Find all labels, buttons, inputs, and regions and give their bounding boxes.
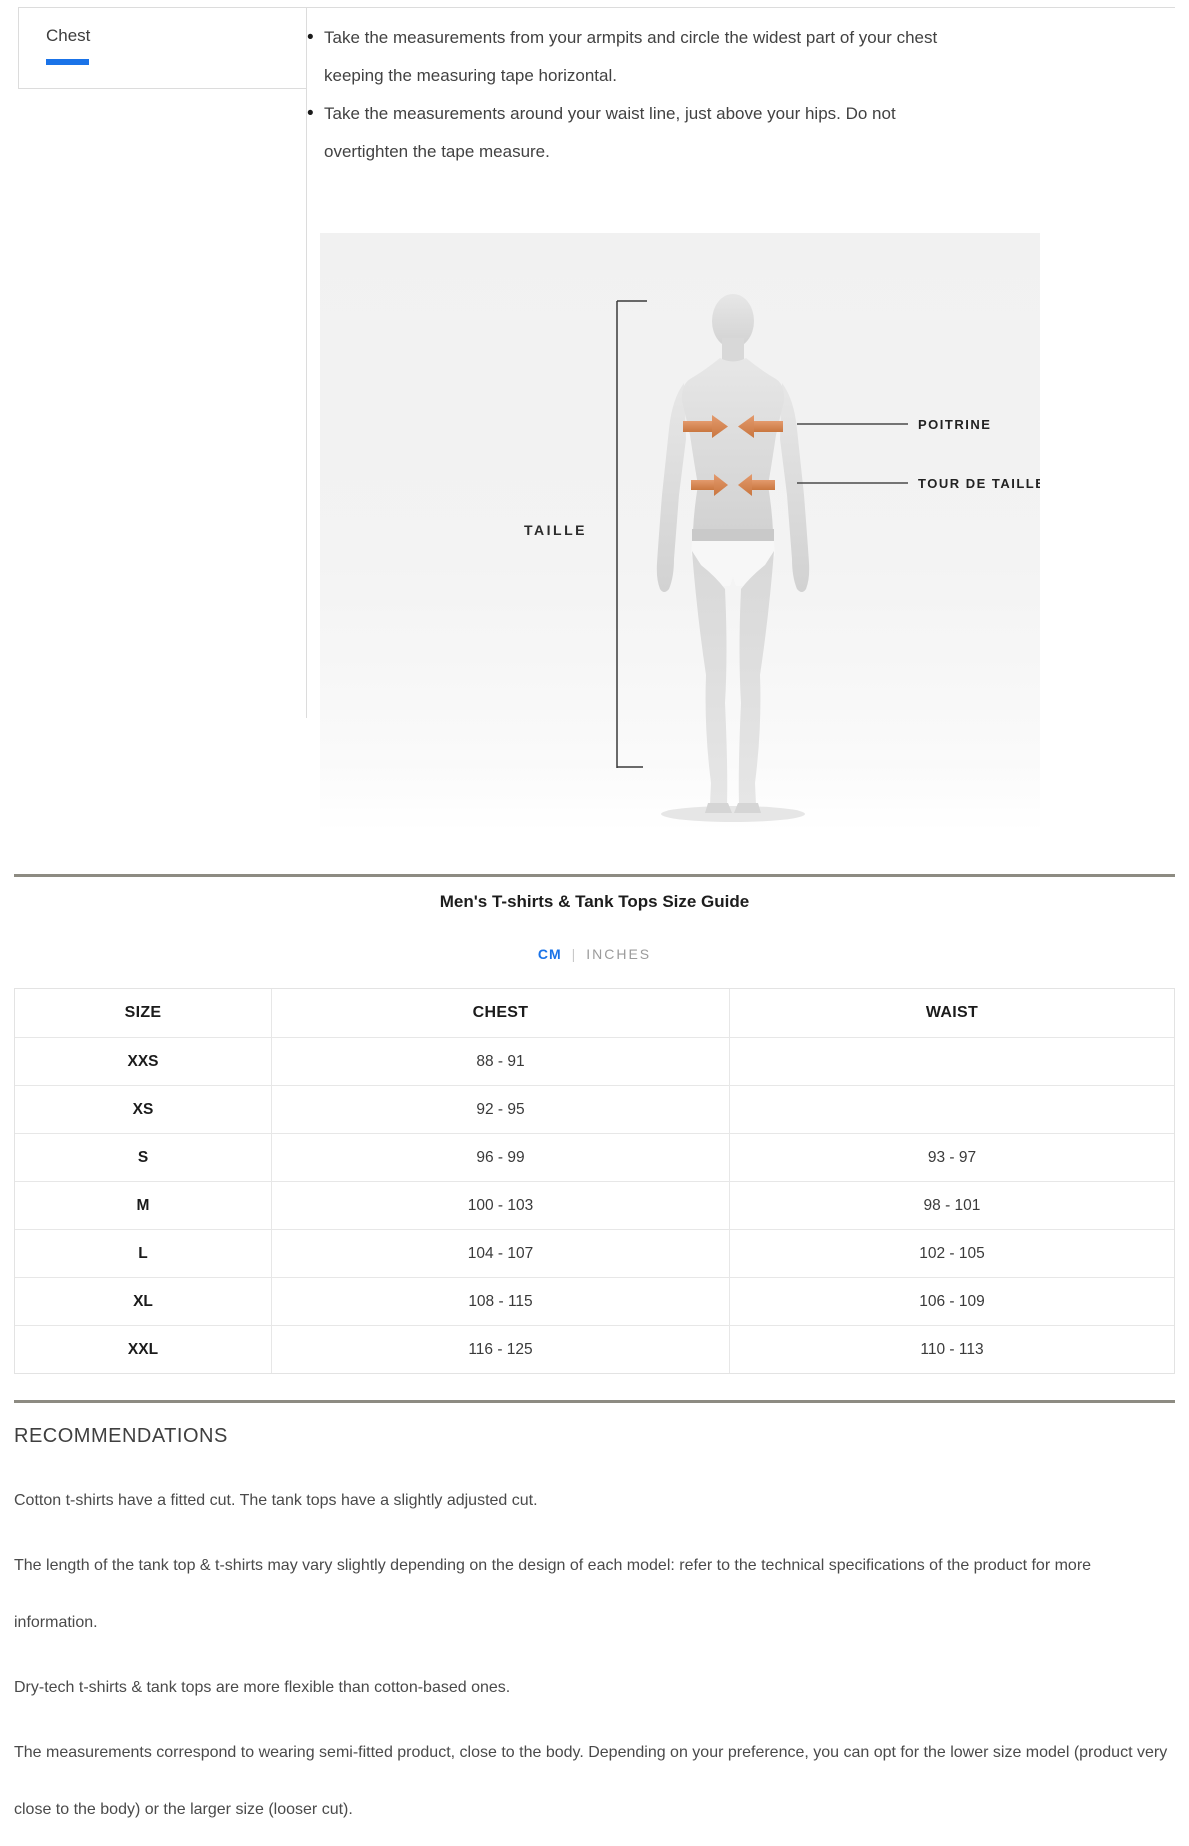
briefs-waistband <box>692 529 774 541</box>
cell-chest: 92 - 95 <box>272 1086 730 1133</box>
left-foot <box>705 803 732 813</box>
table-row <box>15 1229 1174 1277</box>
cell-waist <box>730 1086 1174 1133</box>
table-row <box>15 1277 1174 1325</box>
instruction-list <box>324 19 974 171</box>
cell-waist: 106 - 109 <box>919 1292 985 1310</box>
cell-waist: 110 - 113 <box>920 1340 984 1358</box>
size-table <box>14 988 1175 1374</box>
table-row <box>15 1181 1174 1229</box>
cell-chest: 104 - 107 <box>272 1230 730 1277</box>
unit-inches-button[interactable]: INCHES <box>586 946 652 962</box>
cell-chest: 108 - 115 <box>272 1278 730 1325</box>
size-table-body <box>15 1037 1174 1373</box>
recommendations-section <box>14 1425 1175 1846</box>
left-leg <box>692 551 727 805</box>
cell-size: S <box>15 1134 272 1181</box>
chest-label: POITRINE <box>918 417 992 432</box>
recommendation-paragraph: Cotton t-shirts have a fitted cut. The tank tops have a slightly adjusted cut. <box>14 1492 538 1509</box>
waist-label: TOUR DE TAILLE <box>918 476 1040 491</box>
column-header-waist: WAIST <box>925 1004 979 1021</box>
table-row <box>15 1325 1174 1373</box>
cell-size: L <box>15 1230 272 1277</box>
unit-toggle <box>14 946 1175 962</box>
cell-chest: 88 - 91 <box>272 1038 730 1085</box>
cell-chest: 116 - 125 <box>272 1326 730 1373</box>
column-header-chest: CHEST <box>272 989 730 1037</box>
floor-shadow <box>661 806 805 822</box>
cell-waist <box>730 1038 1174 1085</box>
right-arm <box>780 383 809 592</box>
cell-chest: 96 - 99 <box>272 1134 730 1181</box>
cell-chest: 100 - 103 <box>272 1182 730 1229</box>
cell-size: XXL <box>15 1326 272 1373</box>
cell-size: M <box>15 1182 272 1229</box>
size-guide-title: Men's T-shirts & Tank Tops Size Guide <box>439 892 750 911</box>
tab-chest-label: Chest <box>46 26 91 45</box>
right-leg <box>739 551 774 805</box>
instruction-item: • Take the measurements around your waist line, just above your hips. Do not overtighten the tape measure. <box>324 95 974 171</box>
section-divider-bottom <box>14 1400 1175 1403</box>
table-row <box>15 1085 1174 1133</box>
recommendation-paragraph: The length of the tank top & t-shirts may vary slightly depending on the design of each model: refer to the technical specifications of the product for more information. <box>14 1557 1092 1631</box>
recommendations-heading: RECOMMENDATIONS <box>14 1425 228 1447</box>
recommendation-paragraph: The measurements correspond to wearing semi-fitted product, close to the body. Depending on your preference, you can opt for the lower size model (product very close to the body) or the larger size (looser cut). <box>14 1744 1168 1818</box>
measurement-figure <box>320 233 1040 832</box>
table-row <box>15 1037 1174 1085</box>
cell-waist: 98 - 101 <box>923 1196 981 1214</box>
recommendation-paragraph: Dry-tech t-shirts & tank tops are more flexible than cotton-based ones. <box>14 1679 511 1696</box>
cell-size: XXS <box>15 1038 272 1085</box>
section-divider-top <box>14 874 1175 877</box>
left-arm <box>657 383 686 592</box>
table-row <box>15 1133 1174 1181</box>
torso <box>682 358 784 531</box>
unit-separator: | <box>571 946 577 962</box>
column-header-size: SIZE <box>15 989 272 1037</box>
instruction-item: • Take the measurements from your armpits and circle the widest part of your chest keeping the measuring tape horizontal. <box>324 19 974 95</box>
cell-waist: 93 - 97 <box>927 1148 977 1166</box>
right-foot <box>734 803 761 813</box>
cell-size: XS <box>15 1086 272 1133</box>
tab-chest[interactable] <box>18 7 306 89</box>
cell-size: XL <box>15 1278 272 1325</box>
mannequin-illustration <box>320 233 1040 832</box>
unit-cm-button[interactable]: CM <box>537 946 562 962</box>
size-table-header-row <box>15 989 1174 1037</box>
height-label: TAILLE <box>524 522 587 538</box>
cell-waist: 102 - 105 <box>919 1244 985 1262</box>
tab-active-underline <box>46 59 89 65</box>
